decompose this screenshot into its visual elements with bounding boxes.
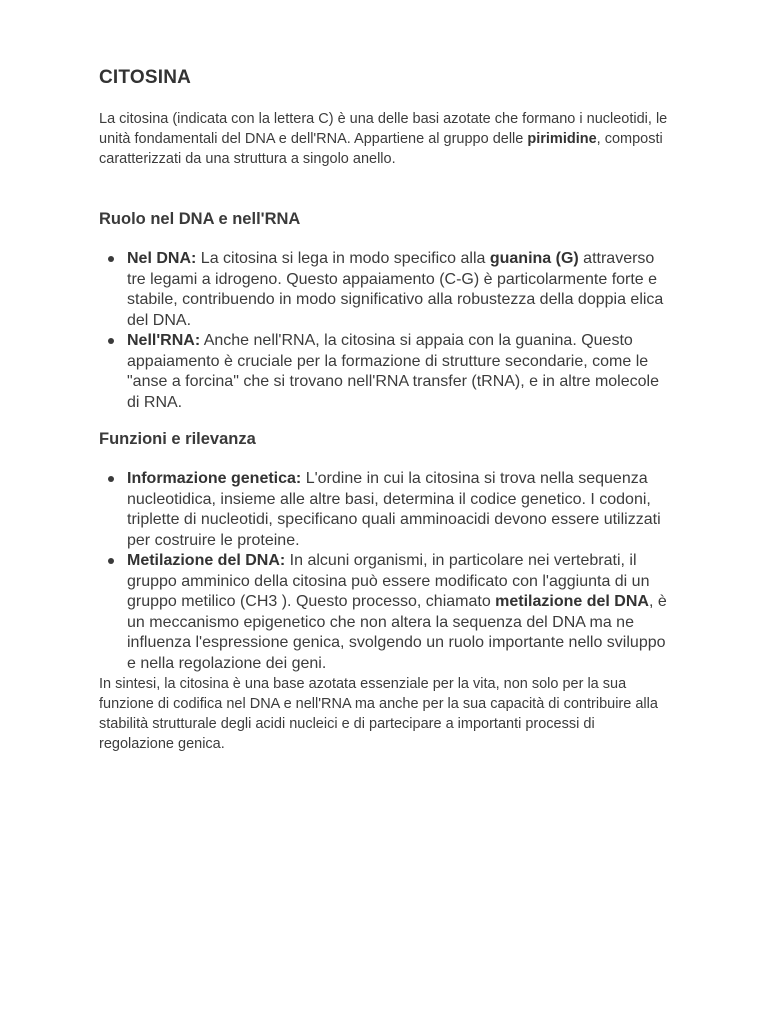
item-label: Metilazione del DNA: xyxy=(127,552,286,569)
item-label: Nel DNA: xyxy=(127,250,197,267)
item-text: , è un meccanismo epigenetico che non altera la sequenza del DNA ma ne influenza l'espressione genica, svolgendo un ruolo importante nello sviluppo e nella regolazione dei geni. xyxy=(127,593,667,672)
bullet-icon xyxy=(108,476,114,482)
bullet-icon xyxy=(108,558,114,564)
list-item-nell-rna xyxy=(99,331,669,413)
item-label: Informazione genetica: xyxy=(127,470,302,487)
page-title: CITOSINA xyxy=(99,67,192,88)
item-text: La citosina si lega in modo specifico alla xyxy=(196,250,490,267)
section-heading-funzioni: Funzioni e rilevanza xyxy=(99,430,256,448)
section-heading-ruolo: Ruolo nel DNA e nell'RNA xyxy=(99,210,301,228)
item-bold: guanina (G) xyxy=(489,250,579,267)
list-item-informazione-genetica xyxy=(99,469,669,551)
intro-text-2: , composti caratterizzati da una struttura a singolo anello. xyxy=(99,131,663,167)
item-text: L'ordine in cui la citosina si trova nella sequenza nucleotidica, insieme alle altre basi, determina il codice genetico. I codoni, triplette di nucleotidi, specificano quali amminoacidi devono essere utilizzati per costruire le proteine. xyxy=(127,470,661,549)
list-ruolo xyxy=(99,249,669,413)
intro-text-1: La citosina (indicata con la lettera C) è una delle basi azotate che formano i nucleotidi, le unità fondamentali del DNA e dell'RNA. Appartiene al gruppo delle xyxy=(99,111,668,147)
intro-bold-pirimidine: pirimidine xyxy=(527,131,597,147)
list-item-nel-dna xyxy=(99,249,669,331)
item-label: Nell'RNA: xyxy=(127,332,201,349)
item-text: In alcuni organismi, in particolare nei vertebrati, il gruppo amminico della citosina può essere modificato con l'aggiunta di un gruppo metilico (CH3 ). Questo processo, chiamato xyxy=(127,552,650,610)
item-text: attraverso tre legami a idrogeno. Questo appaiamento (C-G) è particolarmente forte e stabile, contribuendo in modo significativo alla robustezza della doppia elica del DNA. xyxy=(127,250,664,329)
bullet-icon xyxy=(108,338,114,344)
list-funzioni xyxy=(99,469,669,674)
summary-paragraph: In sintesi, la citosina è una base azotata essenziale per la vita, non solo per la sua funzione di codifica nel DNA e nell'RNA ma anche per la sua capacità di contribuire alla stabilità strutturale degli acidi nucleici e di partecipare a importanti processi di regolazione genica. xyxy=(99,676,658,752)
bullet-icon xyxy=(108,256,114,262)
intro-paragraph xyxy=(99,109,669,169)
item-text: Anche nell'RNA, la citosina si appaia con la guanina. Questo appaiamento è cruciale per la formazione di strutture secondarie, come le "anse a forcina" che si trovano nell'RNA transfer (tRNA), e in altre molecole di RNA. xyxy=(127,332,659,411)
item-bold: metilazione del DNA xyxy=(495,593,649,610)
list-item-metilazione xyxy=(99,551,669,674)
